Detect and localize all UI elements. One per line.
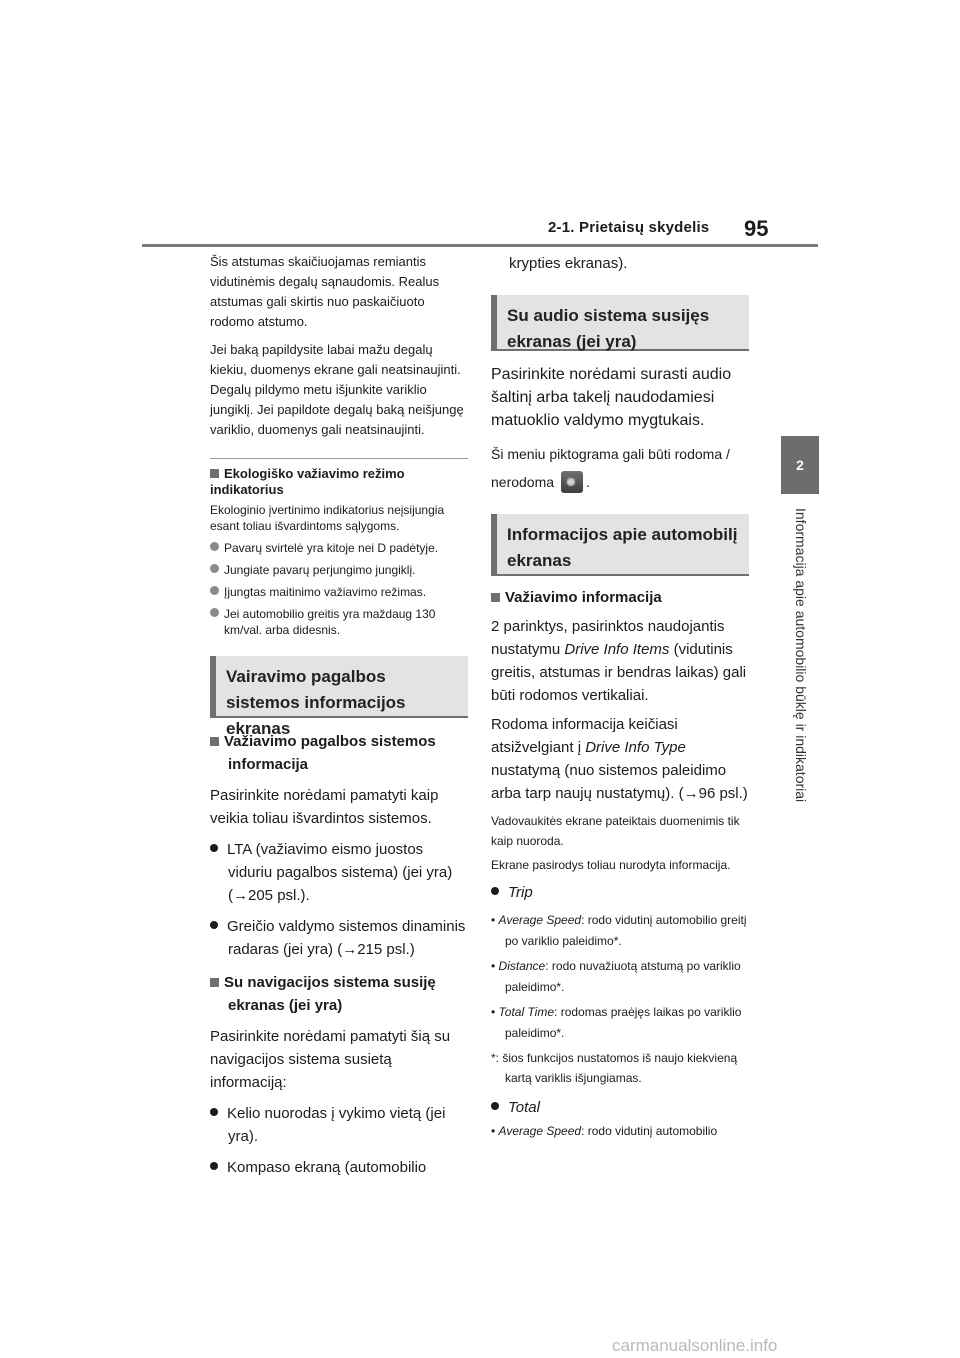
square-bullet-icon bbox=[491, 593, 500, 602]
square-bullet-icon bbox=[210, 469, 219, 478]
chapter-side-text: Informacija apie automobilio būklę ir indikatoriai bbox=[793, 508, 809, 803]
square-bullet-icon bbox=[210, 737, 219, 746]
subsection-text: Pasirinkite norėdami pamatyti kaip veikia toliau išvardintos sistemos. bbox=[210, 787, 439, 827]
dot-bullet-icon bbox=[210, 586, 219, 595]
dot-bullet-icon bbox=[210, 542, 219, 551]
chapter-tab: 2 bbox=[781, 436, 819, 494]
intro-paragraph-2: Jei baką papildysite labai mažu degalų kiekiu, duomenys ekrane gali neatsinaujinti. Degalų pildymo metu išjunkite variklio jungiklį. Jei papildote degalų baką neišjungę variklio, duomenys gali neatsinaujinti. bbox=[210, 342, 464, 437]
square-bullet-icon bbox=[210, 978, 219, 987]
bullet-icon bbox=[491, 1102, 499, 1110]
list-item: Kelio nuorodas į vykimo vietą (jei yra). bbox=[210, 1102, 468, 1148]
bullet-icon bbox=[491, 887, 499, 895]
subsection-title: Važiavimo pagalbos sistemos informacija bbox=[210, 730, 468, 776]
list-item: LTA (važiavimo eismo juostos viduriu pagalbos sistema) (jei yra) (→205 psl.). bbox=[210, 838, 468, 907]
chapter-side-label bbox=[781, 508, 819, 828]
note-1: Vadovaukitės ekrane pateiktais duomenimis tik kaip nuoroda. bbox=[491, 814, 740, 848]
list-item: Įjungtas maitinimo važiavimo režimas. bbox=[210, 584, 468, 600]
total-label: Total bbox=[491, 1096, 749, 1119]
bullet-icon bbox=[210, 1162, 218, 1170]
dot-bullet-icon bbox=[210, 564, 219, 573]
eco-text: Ekologinio įvertinimo indikatorius neįsijungia esant toliau išvardintoms sąlygoms. bbox=[210, 503, 445, 533]
continued-text: krypties ekranas). bbox=[509, 255, 628, 272]
subsection-title: Važiavimo informacija bbox=[491, 586, 749, 609]
icon-note: Ši meniu piktograma gali būti rodoma / nerodoma ✹ . bbox=[491, 440, 749, 496]
left-column bbox=[210, 252, 468, 1179]
section-heading-box: Informacijos apie automobilį ekranas bbox=[491, 514, 749, 576]
intro-paragraph-1: Šis atstumas skaičiuojamas remiantis vidutinėmis degalų sąnaudomis. Realus atstumas gali skirtis nuo paskaičiuoto rodomo atstumo. bbox=[210, 254, 440, 329]
total-item: • Average Speed: rodo vidutinį automobilio bbox=[491, 1124, 718, 1138]
right-column bbox=[491, 252, 749, 1139]
audio-text: Pasirinkite norėdami surasti audio šaltinį arba takelį naudodamiesi matuoklio valdymo mygtukais. bbox=[491, 366, 732, 429]
footnote: *: šios funkcijos nustatomos iš naujo kiekvieną kartą variklis išjungiamas. bbox=[491, 1051, 738, 1085]
settings-gear-icon bbox=[561, 471, 583, 493]
list-item: Jei automobilio greitis yra maždaug 130 km/val. arba didesnis. bbox=[210, 606, 468, 638]
bullet-icon bbox=[210, 844, 218, 852]
section-heading-box: Vairavimo pagalbos sistemos informacijos ekranas bbox=[210, 656, 468, 718]
subsection-text: Pasirinkite norėdami pamatyti šią su navigacijos sistema susietą informaciją: bbox=[210, 1028, 451, 1091]
bullet-icon bbox=[210, 921, 218, 929]
trip-label: Trip bbox=[491, 881, 749, 904]
header-divider bbox=[142, 244, 818, 247]
eco-title: Ekologiško važiavimo režimo indikatorius bbox=[210, 466, 405, 497]
trip-item: • Total Time: rodomas praėjęs laikas po variklio paleidimo*. bbox=[491, 1005, 742, 1040]
drive-text-2: Rodoma informacija keičiasi atsižvelgiant į Drive Info Type nustatymą (nuo sistemos paleidimo arba tarp naujų nustatymų). (→96 psl.) bbox=[491, 716, 748, 802]
list-item: Greičio valdymo sistemos dinaminis radaras (jei yra) (→215 psl.) bbox=[210, 915, 468, 961]
section-title: 2-1. Prietaisų skydelis bbox=[548, 219, 710, 236]
trip-item: • Average Speed: rodo vidutinį automobilio greitį po variklio paleidimo*. bbox=[491, 913, 747, 948]
watermark: carmanualsonline.info bbox=[612, 1336, 778, 1355]
list-item: Kompaso ekraną (automobilio bbox=[210, 1156, 468, 1179]
bullet-icon bbox=[210, 1108, 218, 1116]
note-2: Ekrane pasirodys toliau nurodyta informacija. bbox=[491, 858, 731, 872]
drive-text-1: 2 parinktys, pasirinktos naudojantis nustatymu Drive Info Items (vidutinis greitis, atstumas ir bendras laikas) gali būti rodomos vertikaliai. bbox=[491, 618, 747, 704]
section-divider bbox=[210, 458, 468, 459]
dot-bullet-icon bbox=[210, 608, 219, 617]
list-item: Pavarų svirtelė yra kitoje nei D padėtyje. bbox=[210, 540, 468, 556]
trip-item: • Distance: rodo nuvažiuotą atstumą po variklio paleidimo*. bbox=[491, 959, 741, 994]
subsection-title: Su navigacijos sistema susiję ekranas (jei yra) bbox=[210, 971, 468, 1017]
page-number: 95 bbox=[744, 216, 769, 241]
section-heading-box: Su audio sistema susijęs ekranas (jei yra) bbox=[491, 295, 749, 351]
list-item: Jungiate pavarų perjungimo jungiklį. bbox=[210, 562, 468, 578]
